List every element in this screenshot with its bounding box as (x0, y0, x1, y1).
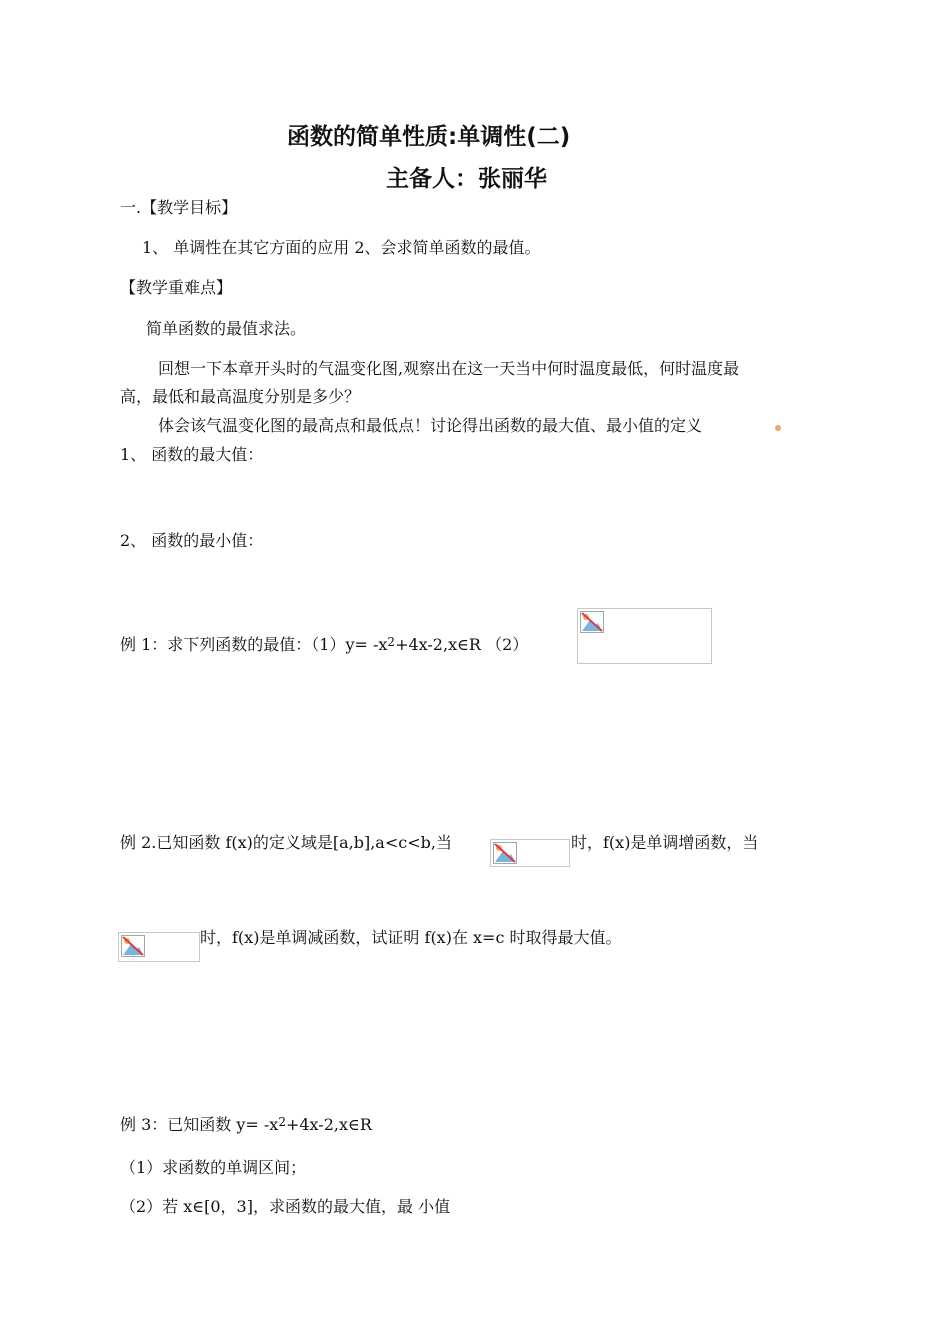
page-title: 函数的简单性质:单调性(二) (287, 124, 571, 150)
example-3-prefix: 例 3：已知函数 y= -x (120, 1115, 279, 1134)
formula-image (490, 839, 570, 867)
broken-image-icon (773, 418, 783, 428)
focus-text: 简单函数的最值求法。 (146, 319, 307, 338)
example-1 (120, 632, 528, 655)
broken-image-icon (121, 935, 145, 957)
example-2-line1b: 时，f(x)是单调增函数，当 (571, 833, 759, 852)
author-line: 主备人：张丽华 (386, 166, 547, 192)
example-3-question-2: （2）若 x∈[0，3]，求函数的最大值，最 小值 (120, 1197, 451, 1216)
focus-heading: 【教学重难点】 (120, 278, 233, 297)
intro-line-1: 回想一下本章开头时的气温变化图,观察出在这一天当中何时温度最低，何时温度最 (158, 359, 740, 378)
example-3-suffix: +4x-2,x∈R (285, 1115, 372, 1134)
def-min: 2、 函数的最小值： (120, 531, 264, 550)
example-3 (120, 1112, 372, 1135)
example-3-question-1: （1）求函数的单调区间； (120, 1158, 307, 1177)
example-2-line1a: 例 2.已知函数 f(x)的定义域是[a,b],a<c<b,当 (120, 833, 452, 852)
formula-image (118, 932, 200, 962)
example-2-line2: 时，f(x)是单调减函数，试证明 f(x)在 x=c 时取得最大值。 (200, 928, 622, 947)
broken-image-icon (580, 611, 604, 633)
example-1-exponent: 2 (387, 635, 396, 649)
example-1-suffix: +4x-2,x∈R （2） (395, 635, 529, 654)
intro-line-2: 高，最低和最高温度分别是多少？ (120, 387, 361, 406)
goals-heading: 一.【教学目标】 (120, 198, 238, 217)
example-3-exponent: 2 (278, 1115, 286, 1129)
example-1-prefix: 例 1：求下列函数的最值：（1）y= -x (120, 635, 388, 654)
def-max: 1、 函数的最大值： (120, 445, 264, 464)
intro-line-3: 体会该气温变化图的最高点和最低点！讨论得出函数的最大值、最小值的定义 (158, 416, 703, 435)
goals-text: 1、 单调性在其它方面的应用 2、会求简单函数的最值。 (142, 238, 541, 257)
formula-image (577, 608, 712, 664)
broken-image-icon (493, 842, 517, 864)
